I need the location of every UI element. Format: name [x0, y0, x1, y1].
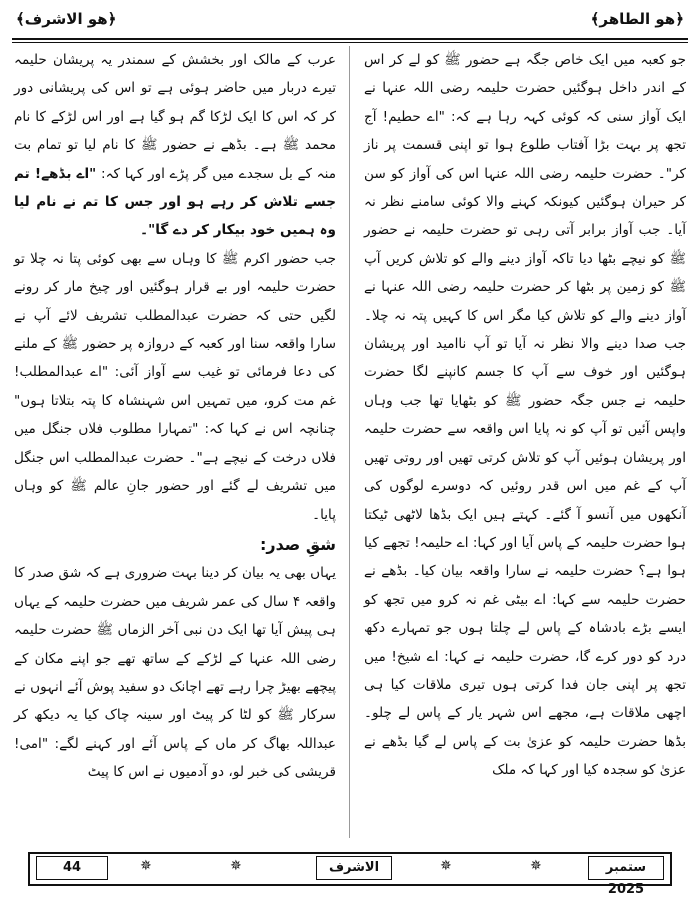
left-paragraph-2: جب حضور اکرم ﷺ کا وہاں سے بھی کوئی پتا نہ چلا تو حضرت حلیمہ اور بے قرار ہوگئیں اور چیخ مار کر رونے لگیں حتی کہ حضرت عبدالمطلب تشریف لائے آپ نے سارا واقعہ سنا اور کعبہ کے دروازہ پر حضور ﷺ کے ملنے کی دعا فرمائی تو غیب سے آواز آئی: "اے عبدالمطلب! غم مت کرو، میں تمہیں اس شہنشاہ کا پتہ بتلاتا ہوں" چنانچہ اس نے کہا کہ: "تمہارا مطلوب فلاں جنگل میں فلاں درخت کے نیچے ہے"۔ حضرت عبدالمطلب اس جنگل میں تشریف لے گئے اور حضور جانِ عالم ﷺ کو وہاں پایا۔	[14, 250, 336, 523]
left-paragraph-3: یہاں بھی یہ بیان کر دینا بہت ضروری ہے کہ شق صدر کا واقعہ ۴ سال کی عمر شریف میں حضرت حلیمہ کے یہاں ہی پیش آیا تھا ایک دن نبی آخر الزماں ﷺ حضرت حلیمہ رضی اللہ عنہا کے لڑکے کے ساتھ تھے جو اپنے مکان کے پیچھے بھیڑ چرا رہے تھے اچانک دو سفید پوش آئے انہوں نے سرکار ﷺ کو لٹا کر پیٹ اور سینہ چاک کیا یہ دیکھ کر عبداللہ بھاگ کر ماں کے پاس آئے اور کہنے لگے: "امی! قریشی کی خبر لو، دو آدمیوں نے اس کا پیٹ	[14, 565, 336, 781]
ornament-icon: ✵	[440, 858, 452, 874]
section-heading: شقِ صدر:	[259, 534, 336, 554]
article-body	[14, 46, 686, 838]
header-rule	[12, 38, 688, 40]
header-rule-thin	[12, 42, 688, 43]
right-column	[364, 46, 686, 838]
left-column	[14, 46, 336, 838]
header-right-title: ﴿ھو الطاھر﴾	[590, 10, 684, 28]
issue-date: ستمبر 2025	[588, 856, 664, 880]
ornament-icon: ✵	[530, 858, 542, 874]
left-paragraph-1-text: عرب کے مالک اور بخشش کے سمندر یہ پریشان حلیمہ تیرے دربار میں حاضر ہوئی ہے تو اس کی پریشانی دور کر کہ اس کا ایک لڑکا گم ہو گیا ہے اور اس لڑکے کا نام محمد ﷺ ہے۔ بڈھے نے حضور ﷺ کا نام لیا تو تمام بت منہ کے بل سجدے میں گر پڑے اور کہا کہ:	[14, 52, 336, 182]
left-paragraph-1-quote: "اے بڈھے! تم جسے تلاش کر رہے ہو اور جس کا تم نے نام لیا وہ ہمیں خود بیکار کر دے گا"۔	[14, 165, 336, 239]
header-left-title: ﴿ھو الاشرف﴾	[16, 10, 117, 28]
column-divider	[349, 46, 350, 838]
page-number: 44	[36, 856, 108, 880]
magazine-name: الاشرف	[316, 856, 392, 880]
ornament-icon: ✵	[230, 858, 242, 874]
left-paragraph-1	[14, 46, 336, 245]
page-header	[12, 8, 688, 36]
ornament-icon: ✵	[140, 858, 152, 874]
right-column-text: جو کعبہ میں ایک خاص جگہ ہے حضور ﷺ کو لے کر اس کے اندر داخل ہوگئیں حضرت حلیمہ رضی اللہ عنہا نے ایک آواز سنی کہ کوئی کہہ رہا ہے کہ: "اے حطیم! آج تجھ پر بہت بڑا آفتاب طلوع ہوا تو اپنی قسمت پر ناز کر"۔ حضرت حلیمہ رضی اللہ عنہا اس کی آواز کو سن کر حیران ہوگئیں کیونکہ کہنے والا کوئی سامنے نظر نہ آیا۔ جب آواز برابر آتی رہی تو حضرت حلیمہ نے حضور ﷺ کو نیچے بٹھا دیا تاکہ آواز دینے والے کو تلاش کریں آپ ﷺ کو زمین پر بٹھا کر حضرت حلیمہ رضی اللہ عنہا نے آواز دینے والے کو تلاش کیا مگر اس کا کہیں پتہ نہ چلا۔ جب صدا دینے والا نظر نہ آیا تو آپ ناامید اور پریشان ہوگئیں اور خوف سے آپ کا جسم کانپنے لگا حضرت حلیمہ نے جس جگہ حضور ﷺ کو بٹھایا تھا جب وہاں واپس آئیں تو آپ کو نہ پایا اس واقعہ سے حضرت حلیمہ اور پریشان ہوئیں آپ کو تلاش کرتی تھیں اور روتی تھیں آپ کے غم میں اس قدر روئیں کہ دوسرے لوگوں کی آنکھوں میں آنسو آ گئے۔ کہتے ہیں ایک بڈھا لاٹھی ٹیکتا ہوا حضرت حلیمہ کے پاس آیا اور کہا: اے حلیمہ! تجھے کیا ہوا ہے؟ حضرت حلیمہ نے سارا واقعہ بیان کیا۔ بڈھے نے حضرت حلیمہ سے کہا: اے بیٹی غم نہ کرو میں تجھ کو ایسے بڑے بادشاہ کے پاس لے چلتا ہوں جو تمہارے دکھ درد کو دور کرے گا، حضرت حلیمہ نے کہا: اے شیخ! میں تجھ پر اپنی جان فدا کرتی ہوں تیری ملاقات کیا ہی اچھی ملاقات ہے، مجھے اس شہر یار کے پاس لے چلو۔ بڈھا حضرت حلیمہ کو عزیٰ بت کے پاس لے گیا بڈھے نے عزیٰ کو سجدہ کیا اور کہا کہ ملک	[364, 52, 686, 779]
page-footer	[28, 852, 672, 897]
